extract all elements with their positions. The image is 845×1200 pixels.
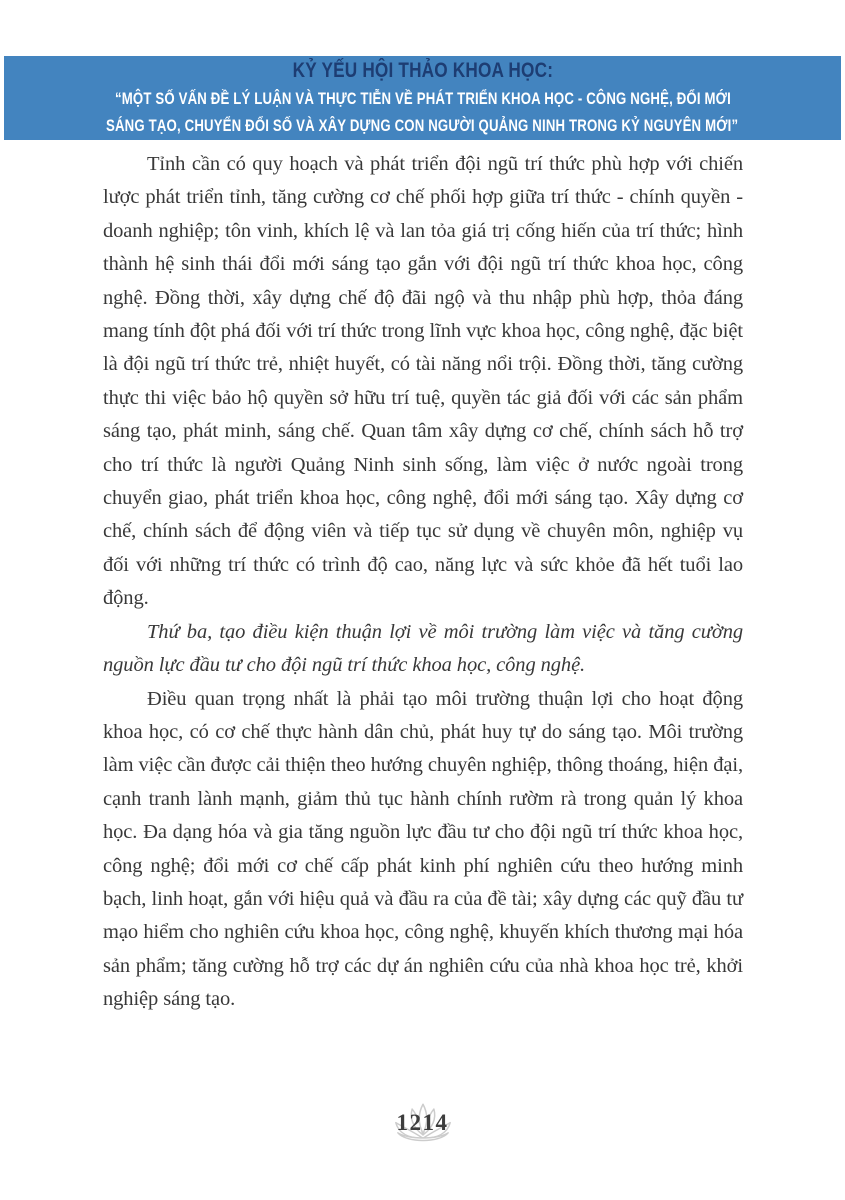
page-body <box>103 148 743 1017</box>
proceedings-title-row <box>4 58 841 86</box>
paragraph-3: Điều quan trọng nhất là phải tạo môi trường thuận lợi cho hoạt động khoa học, có cơ chế thực hành dân chủ, phát huy tự do sáng tạo. Môi trường làm việc cần được cải thiện theo hướng chuyên nghiệp, thông thoáng, hiện đại, cạnh tranh lành mạnh, giảm thủ tục hành chính rườm rà trong quản lý khoa học. Đa dạng hóa và gia tăng nguồn lực đầu tư cho đội ngũ trí thức khoa học, công nghệ; đổi mới cơ chế cấp phát kinh phí nghiên cứu theo hướng minh bạch, linh hoạt, gắn với hiệu quả và đầu ra của đề tài; xây dựng các quỹ đầu tư mạo hiểm cho nghiên cứu khoa học, công nghệ, khuyến khích thương mại hóa sản phẩm; tăng cường hỗ trợ các dự án nghiên cứu của nhà khoa học trẻ, khởi nghiệp sáng tạo. <box>103 687 743 1011</box>
conference-title-row-1 <box>4 86 841 113</box>
conference-title-row-2 <box>4 113 841 140</box>
paragraph-1: Tỉnh cần có quy hoạch và phát triển đội ngũ trí thức phù hợp với chiến lược phát triển tỉnh, tăng cường cơ chế phối hợp giữa trí thức - chính quyền - doanh nghiệp; tôn vinh, khích lệ và lan tỏa giá trị cống hiến của trí thức; hình thành hệ sinh thái đổi mới sáng tạo gắn với đội ngũ trí thức khoa học, công nghệ. Đồng thời, xây dựng chế độ đãi ngộ và thu nhập phù hợp, thỏa đáng mang tính đột phá đối với trí thức trong lĩnh vực khoa học, công nghệ, đặc biệt là đội ngũ trí thức trẻ, nhiệt huyết, có tài năng nổi trội. Đồng thời, tăng cường thực thi việc bảo hộ quyền sở hữu trí tuệ, quyền tác giả đối với các sản phẩm sáng tạo, phát minh, sáng chế. Quan tâm xây dựng cơ chế, chính sách hỗ trợ cho trí thức là người Quảng Ninh sinh sống, làm việc ở nước ngoài trong chuyển giao, phát triển khoa học, công nghệ, đổi mới sáng tạo. Xây dựng cơ chế, chính sách để động viên và tiếp tục sử dụng về chuyên môn, nghiệp vụ đối với những trí thức có trình độ cao, năng lực và sức khỏe đã hết tuổi lao động. <box>103 153 743 610</box>
paragraph-2-italic: Thứ ba, tạo điều kiện thuận lợi về môi trường làm việc và tăng cường nguồn lực đầu tư cho đội ngũ trí thức khoa học, công nghệ. <box>103 620 743 677</box>
conference-title-line-1: “MỘT SỐ VẤN ĐỀ LÝ LUẬN VÀ THỰC TIỄN VỀ PHÁT TRIỂN KHOA HỌC - CÔNG NGHỆ, ĐỔI MỚI <box>114 90 731 108</box>
proceedings-title: KỶ YẾU HỘI THẢO KHOA HỌC: <box>292 59 553 82</box>
header-band <box>4 56 841 140</box>
page-number: 1214 <box>396 1110 449 1135</box>
conference-title-line-2: SÁNG TẠO, CHUYỂN ĐỔI SỐ VÀ XÂY DỰNG CON NGƯỜI QUẢNG NINH TRONG KỶ NGUYÊN MỚI” <box>106 117 739 135</box>
